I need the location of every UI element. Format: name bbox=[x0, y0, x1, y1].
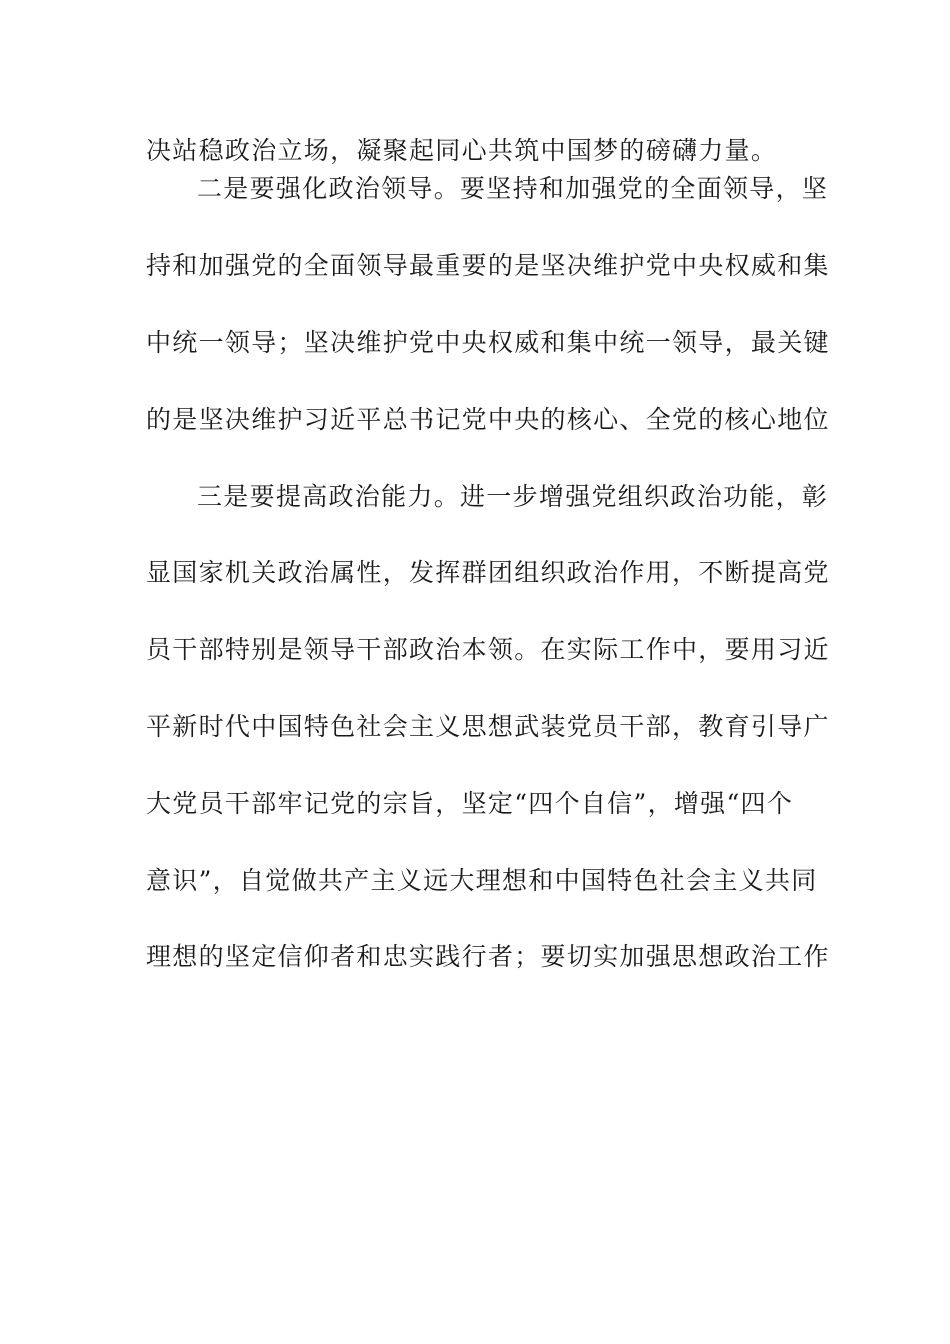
text-line: 中统一领导；坚决维护党中央权威和集中统一领导，最关键 bbox=[146, 328, 830, 357]
text-line: 决站稳政治立场，凝聚起同心共筑中国梦的磅礴力量。 bbox=[146, 136, 778, 165]
text-line: 理想的坚定信仰者和忠实践行者；要切实加强思想政治工作 bbox=[146, 942, 830, 971]
text-line: 的是坚决维护习近平总书记党中央的核心、全党的核心地位 bbox=[146, 405, 830, 434]
text-line: 员干部特别是领导干部政治本领。在实际工作中，要用习近 bbox=[146, 635, 830, 664]
paragraph-start-line: 三是要提高政治能力。进一步增强党组织政治功能，彰 bbox=[197, 482, 829, 511]
paragraph-start-line: 二是要强化政治领导。要坚持和加强党的全面领导，坚 bbox=[197, 174, 829, 203]
text-line: 显国家机关政治属性，发挥群团组织政治作用，不断提高党 bbox=[146, 558, 830, 587]
text-line: 持和加强党的全面领导最重要的是坚决维护党中央权威和集 bbox=[146, 251, 830, 280]
text-line: 平新时代中国特色社会主义思想武装党员干部，教育引导广 bbox=[146, 712, 830, 741]
text-line: 意识”，自觉做共产主义远大理想和中国特色社会主义共同 bbox=[146, 866, 818, 895]
text-line: 大党员干部牢记党的宗旨，坚定“四个自信”，增强“四个 bbox=[146, 789, 794, 818]
